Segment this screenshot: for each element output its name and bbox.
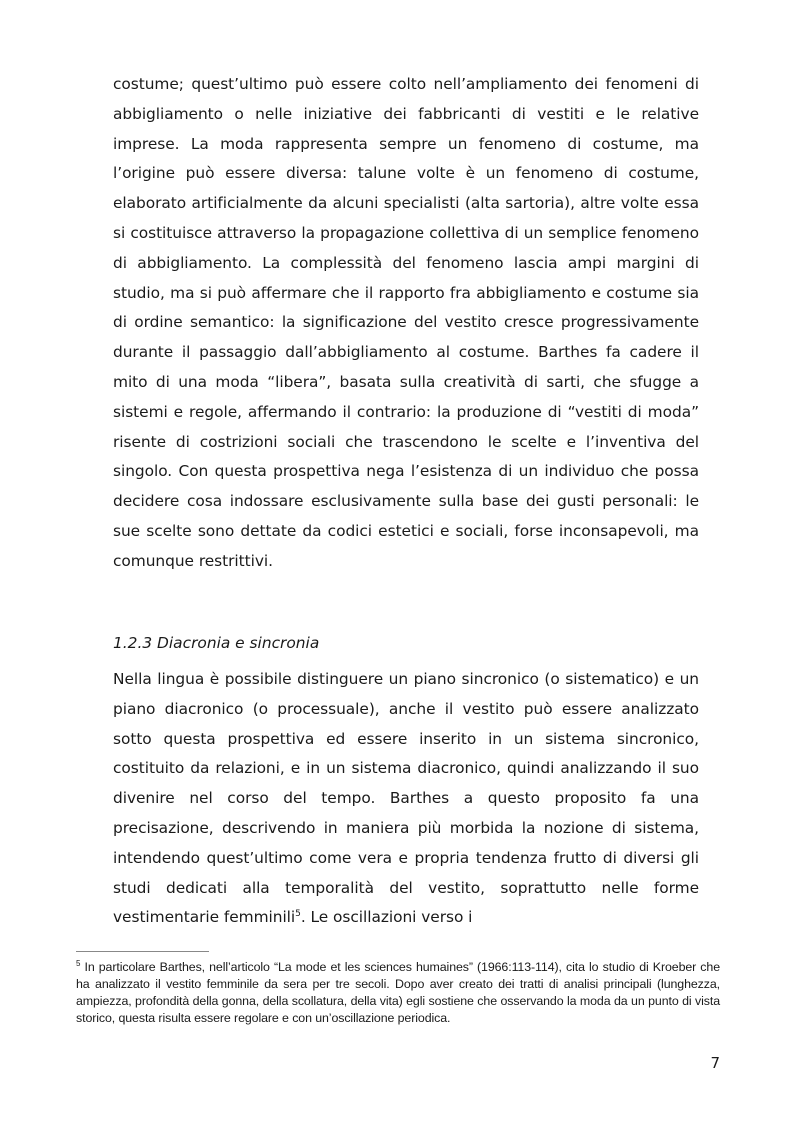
page-number: 7 (710, 1054, 720, 1072)
section-heading: 1.2.3 Diacronia e sincronia (113, 634, 320, 652)
paragraph-2-continuation: . Le oscillazioni verso i (300, 908, 473, 927)
footnote-separator (76, 951, 209, 952)
body-paragraph-2 (113, 665, 699, 933)
footnote-text: In particolare Barthes, nell’articolo “La mode et les sciences humaines” (1966:113-114), cita lo studio di Kroeber che ha analizzato il vestito femminile da sera per tre secoli. Dopo aver creato dei tratti di analisi principali (lunghezza, ampiezza, profondità della gonna, della scollatura, della vita) egli sostiene che osservando la moda da un punto di vista storico, questa risulta essere regolare e con un’oscillazione periodica. (76, 960, 720, 1025)
body-paragraph-1: costume; quest’ultimo può essere colto nell’ampliamento dei fenomeni di abbigliamento o nelle iniziative dei fabbricanti di vestiti e le relative imprese. La moda rappresenta sempre un fenomeno di costume, ma l’origine può essere diversa: talune volte è un fenomeno di costume, elaborato artificialmente da alcuni specialisti (alta sartoria), altre volte essa si costituisce attraverso la propagazione collettiva di un semplice fenomeno di abbigliamento. La complessità del fenomeno lascia ampi margini di studio, ma si può affermare che il rapporto fra abbigliamento e costume sia di ordine semantico: la significazione del vestito cresce progressivamente durante il passaggio dall’abbigliamento al costume. Barthes fa cadere il mito di una moda “libera”, basata sulla creatività di sarti, che sfugge a sistemi e regole, affermando il contrario: la produzione di “vestiti di moda” risente di costrizioni sociali che trascendono le scelte e l’inventiva del singolo. Con questa prospettiva nega l’esistenza di un individuo che possa decidere cosa indossare esclusivamente sulla base dei gusti personali: le sue scelte sono dettate da codici estetici e sociali, forse inconsapevoli, ma comunque restrittivi. (113, 75, 699, 570)
footnote-number: 5 (76, 958, 81, 968)
footnote (76, 959, 720, 1027)
paragraph-2-text: Nella lingua è possibile distinguere un piano sincronico (o sistematico) e un piano diacronico (o processuale), anche il vestito può essere analizzato sotto questa prospettiva ed essere inserito in un sistema sincronico, costituito da relazioni, e in un sistema diacronico, quindi analizzando il suo divenire nel corso del tempo. Barthes a questo proposito fa una precisazione, descrivendo in maniera più morbida la nozione di sistema, intendendo quest’ultimo come vera e propria tendenza frutto di diversi gli studi dedicati alla temporalità del vestito, soprattutto nelle forme vestimentarie femminili (113, 670, 699, 927)
footnote-reference[interactable]: 5 (295, 909, 301, 920)
